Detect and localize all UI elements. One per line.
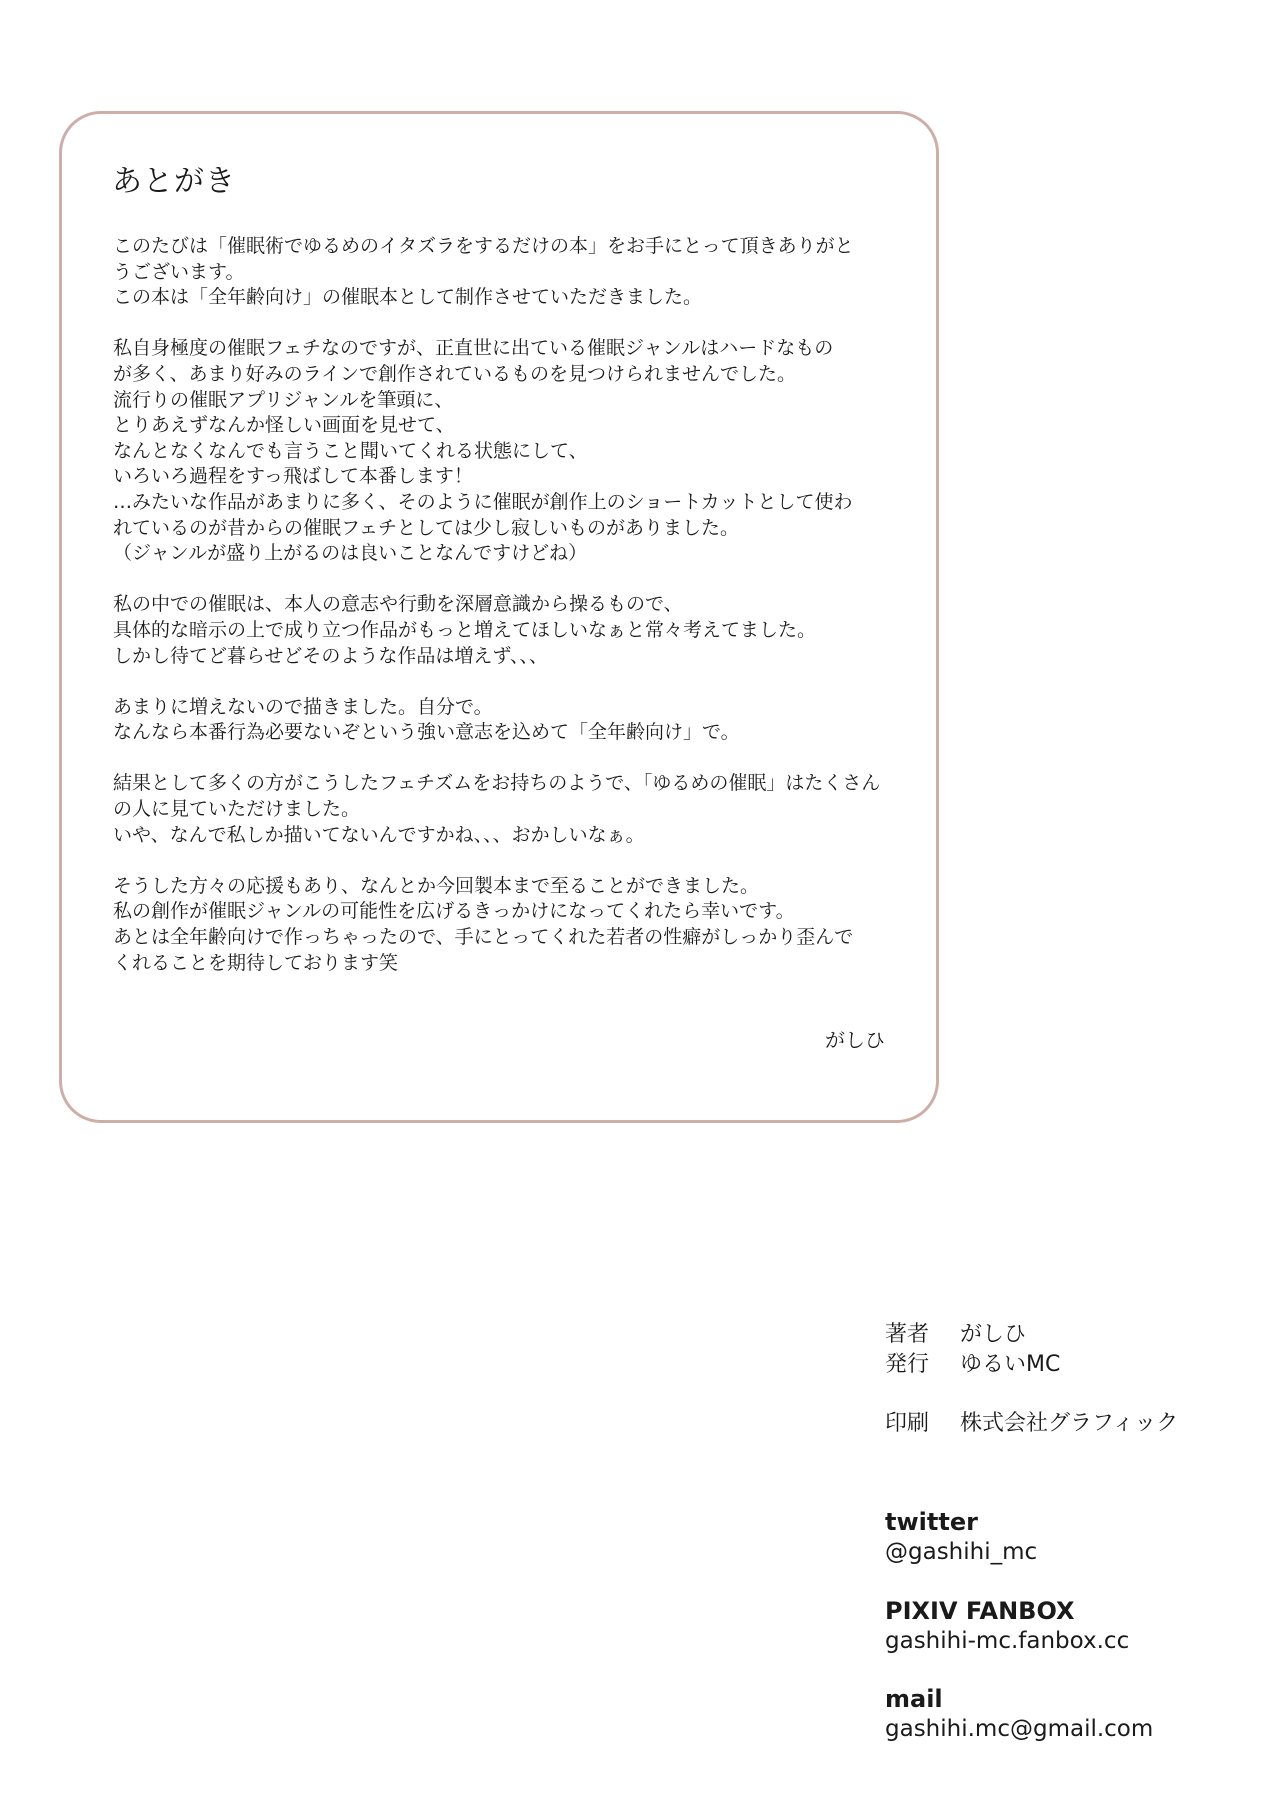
body-line: しかし待てど暮らせどそのような作品は増えず、、、 [113,644,548,667]
colophon-printer [885,1409,1178,1439]
contact-mail [885,1684,1153,1744]
body-line: あまりに増えないので描きました。自分で。 [113,695,493,718]
body-line: 私自身極度の催眠フェチなのですが、正直世に出ている催眠ジャンルはハードなもの [113,337,834,360]
paragraph-gap [113,746,903,772]
contact-value: gashihi.mc@gmail.com [885,1716,1154,1742]
paragraph-gap [113,848,903,874]
body-line: なんなら本番行為必要ないぞという強い意志を込めて「全年齢向け」で。 [113,721,740,744]
contact-value: @gashihi_mc [885,1539,1038,1565]
body-line: 具体的な暗示の上で成り立つ作品がもっと増えてほしいなぁと常々考えてました。 [113,618,817,641]
body-line: くれることを期待しております笑 [113,951,399,974]
contact-label: twitter [885,1508,978,1536]
contact-label: mail [885,1685,943,1713]
body-line: あとは全年齢向けで作っちゃったので、手にとってくれた若者の性癖がしっかり歪んで [113,926,854,949]
body-line: 私の中での催眠は、本人の意志や行動を深層意識から操るもので、 [113,593,683,616]
contact-label: PIXIV FANBOX [885,1597,1075,1625]
colophon-key: 印刷 [885,1411,930,1436]
colophon-author [885,1320,1026,1350]
body-line: …みたいな作品があまりに多く、そのように催眠が創作上のショートカットとして使わ [113,490,853,513]
body-line: れているのが昔からの催眠フェチとしては少し寂しいものがありました。 [113,516,740,539]
body-line: うございます。 [113,260,245,283]
body-line: いろいろ過程をすっ飛ばして本番します！ [113,465,473,488]
signature: がしひ [825,1028,885,1052]
colophon-value: ゆるいMC [960,1352,1061,1377]
body-line: なんとなくなんでも言うこと聞いてくれる状態にして、 [113,439,588,462]
afterword-title: あとがき [112,164,236,199]
body-line: とりあえずなんか怪しい画面を見せて、 [113,414,455,437]
body-line: （ジャンルが盛り上がるのは良いことなんですけどね） [113,542,588,565]
body-line: 結果として多くの方がこうしたフェチズムをお持ちのようで、「ゆるめの催眠」はたくさん [113,772,881,795]
colophon-publisher [885,1350,1060,1380]
afterword-body [113,234,903,976]
paragraph-gap [113,311,903,337]
body-line: の人に見ていただけました。 [113,798,361,821]
colophon-value: がしひ [960,1322,1027,1347]
body-line: が多く、あまり好みのラインで創作されているものを見つけられませんでした。 [113,362,797,385]
paragraph-gap [113,669,903,695]
paragraph-gap [113,567,903,593]
body-line: この本は「全年齢向け」の催眠本として制作させていただきました。 [113,286,703,309]
body-line: このたびは「催眠術でゆるめのイタズラをするだけの本」をお手にとって頂きありがと [113,235,854,257]
colophon-key: 著者 [885,1322,930,1347]
contact-twitter [885,1507,1037,1567]
body-line: 流行りの催眠アプリジャンルを筆頭に、 [113,388,454,411]
body-line: いや、なんで私しか描いてないんですかね、、、おかしいなぁ。 [113,823,645,846]
colophon-key: 発行 [885,1352,930,1377]
body-line: そうした方々の応援もあり、なんとか今回製本まで至ることができました。 [113,874,760,897]
contact-fanbox [885,1596,1129,1656]
colophon-value: 株式会社グラフィック [960,1411,1179,1436]
body-line: 私の創作が催眠ジャンルの可能性を広げるきっかけになってくれたら幸いです。 [113,900,795,923]
contact-value: gashihi-mc.fanbox.cc [885,1628,1130,1654]
